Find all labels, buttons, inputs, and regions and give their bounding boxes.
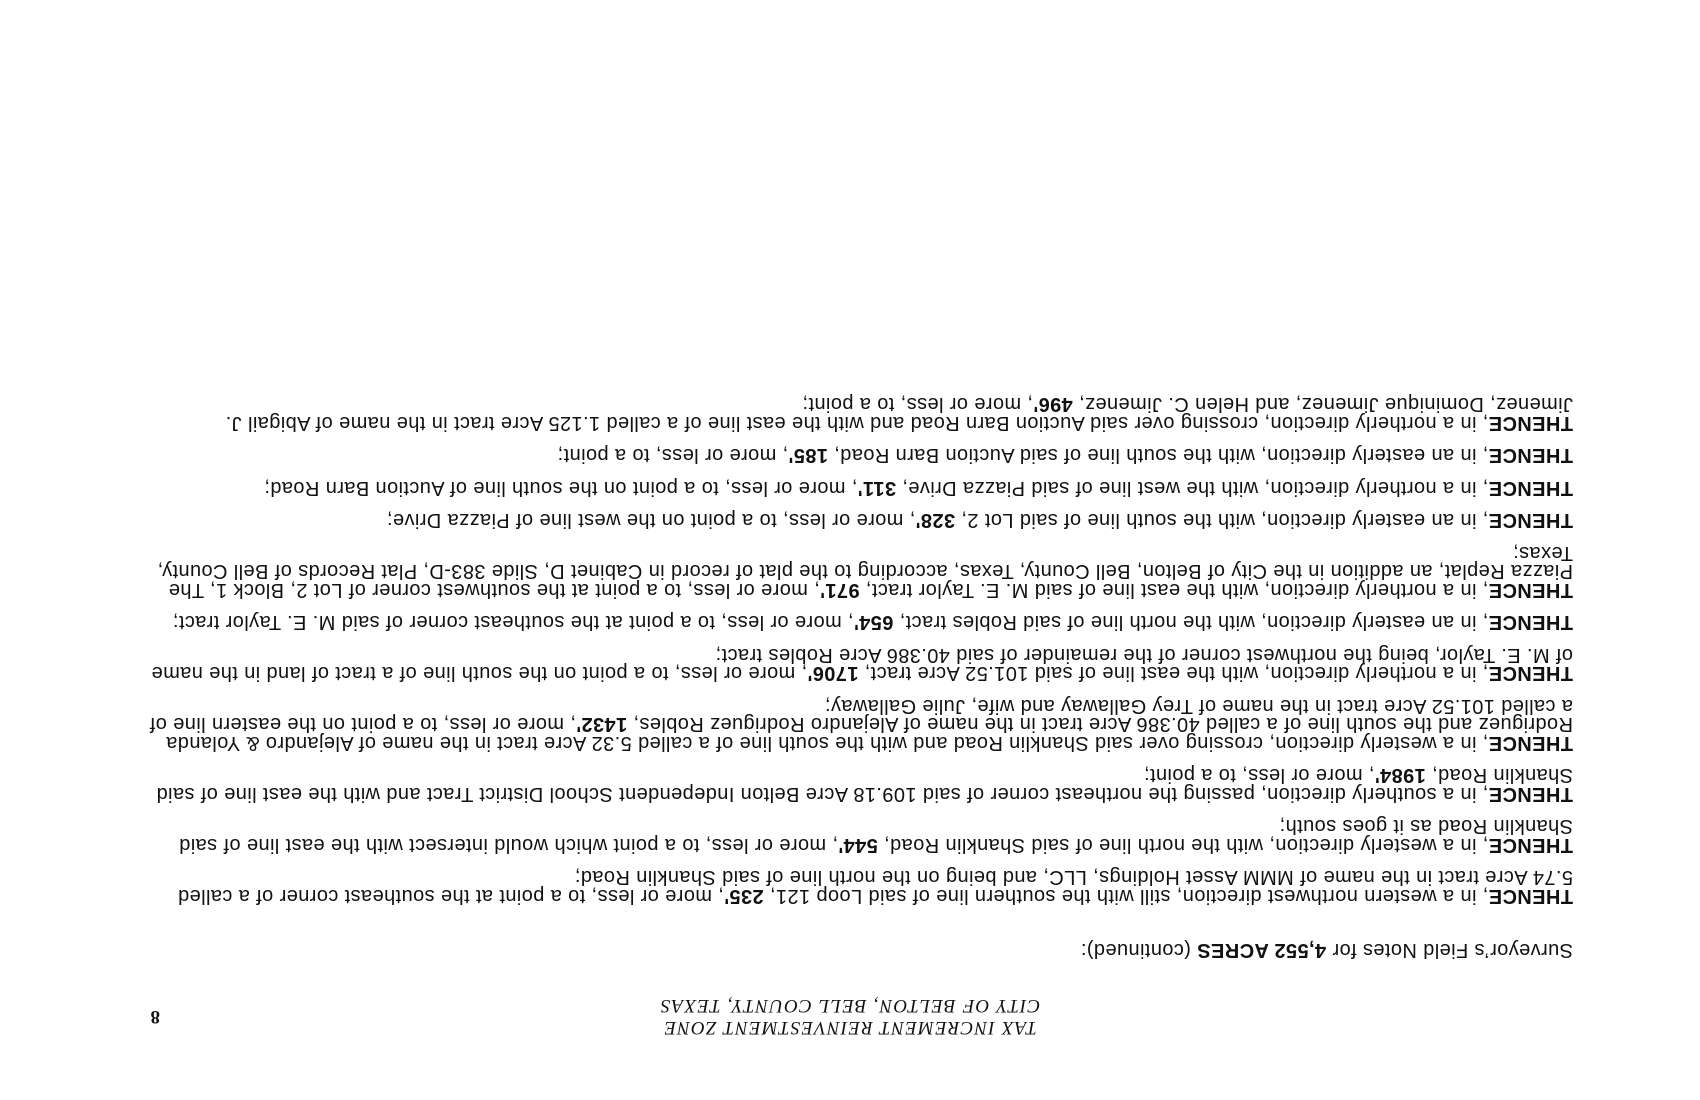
paragraph bbox=[141, 395, 1573, 432]
heading-acreage: 4,552 ACRES bbox=[1196, 939, 1327, 961]
header-subtitle: CITY OF BELTON, BELL COUNTY, TEXAS bbox=[659, 995, 1041, 1016]
paragraph-text: , more or less, to a point at the southwest corner of Lot 2, Block 1, The Piazza Replat, an addition in the City of Belton, Bell County, Texas, according to the plat of record in Cabinet D, Slide 383-D, Plat Records of Bell County, Texas; bbox=[157, 542, 1573, 601]
thence-keyword: THENCE bbox=[1488, 412, 1573, 434]
document-header bbox=[0, 994, 1700, 1038]
paragraph-text: , more or less, to a point at the southeast corner of a called 5.74 Acre tract in the name of MMM Asset Holdings, LLC, and being on the north line of said Shanklin Road; bbox=[177, 866, 1573, 907]
paragraph bbox=[141, 766, 1573, 803]
paragraph-text: , in a northerly direction, with the west line of said Piazza Drive, bbox=[896, 477, 1489, 499]
heading-suffix: (continued): bbox=[1080, 939, 1197, 961]
paragraph-text: , more or less, to a point on the south line of Auction Barn Road; bbox=[264, 477, 858, 499]
paragraph-text: , in an easterly direction, with the south line of said Auction Barn Road, bbox=[827, 444, 1489, 467]
paragraph-text: , in an easterly direction, with the north line of said Robles tract, bbox=[893, 611, 1489, 634]
paragraph bbox=[141, 479, 1573, 498]
page-number: 8 bbox=[150, 1006, 160, 1027]
field-notes-heading bbox=[1081, 937, 1573, 963]
distance-value: 1706' bbox=[807, 662, 859, 685]
paragraph-text: , more or less, to a point; bbox=[1143, 764, 1375, 787]
thence-keyword: THENCE bbox=[1488, 477, 1573, 499]
paragraph bbox=[141, 868, 1573, 905]
paragraph-text: , more or less, to a point which would intersect with the east line of said Shanklin Road as it goes south; bbox=[178, 815, 1573, 856]
paragraph-text: , in a northerly direction, crossing over said Auction Barn Road and with the east line of a called 1.125 Acre tract in the name of Abigail J. Jimenez, Dominique Jimenez, and Helen C. Jimenez, bbox=[225, 393, 1573, 434]
paragraph-text: , in an easterly direction, with the south line of said Lot 2, bbox=[955, 509, 1489, 532]
paragraph bbox=[141, 613, 1573, 632]
distance-value: 654' bbox=[853, 611, 894, 634]
paragraph-text: , more or less, to a point; bbox=[557, 444, 789, 467]
heading-prefix: Surveyor’s Field Notes for bbox=[1326, 939, 1573, 961]
distance-value: 328' bbox=[915, 509, 956, 532]
paragraph-text: , in a westerly direction, crossing over said Shanklin Road and with the south line of a called 5.32 Acre tract in the name of Alejandro & Yolanda Rodriguez and the south line of a called 40.386 Acre tract in the name of Alejandro Rodriguez Robles, bbox=[165, 713, 1573, 754]
paragraph bbox=[141, 697, 1573, 753]
thence-keyword: THENCE bbox=[1488, 662, 1573, 685]
paragraph bbox=[141, 511, 1573, 530]
thence-keyword: THENCE bbox=[1488, 579, 1573, 601]
distance-value: 311' bbox=[857, 477, 897, 499]
paragraph-text: , more or less, to a point on the eastern line of a called 101.52 Acre tract in the name of Trey Gallaway and wife, Julie Gallaway; bbox=[149, 695, 1573, 736]
distance-value: 235' bbox=[723, 885, 764, 907]
paragraph-text: , in a western northwest direction, still with the southern line of said Loop 121, bbox=[763, 885, 1489, 907]
paragraph bbox=[141, 544, 1573, 600]
paragraph bbox=[141, 446, 1573, 465]
paragraph-text: , more or less, to a point on the south line of a tract of land in the name of M. E. Taylor, being the northwest corner of the remainder of said 40.386 Acre Robles tract; bbox=[151, 644, 1573, 685]
field-notes-body bbox=[141, 381, 1573, 905]
paragraph-text: , more or less, to a point; bbox=[802, 393, 1034, 416]
thence-keyword: THENCE bbox=[1488, 732, 1573, 754]
thence-keyword: THENCE bbox=[1488, 444, 1573, 467]
distance-value: 971' bbox=[819, 579, 860, 601]
thence-keyword: THENCE bbox=[1488, 783, 1573, 805]
paragraph bbox=[141, 817, 1573, 854]
paragraph-text: , in a northerly direction, with the east line of said 101.52 Acre tract, bbox=[858, 662, 1489, 685]
distance-value: 496' bbox=[1033, 393, 1073, 416]
paragraph-text: , in a northerly direction, with the east line of said M. E. Taylor tract, bbox=[859, 579, 1489, 601]
thence-keyword: THENCE bbox=[1488, 509, 1573, 532]
paragraph-text: , in a southerly direction, passing the northeast corner of said 109.18 Acre Belton Independent School District Tract and with the east line of said Shanklin Road, bbox=[156, 764, 1573, 805]
distance-value: 1432' bbox=[575, 713, 628, 736]
thence-keyword: THENCE bbox=[1488, 611, 1573, 634]
header-title: TAX INCREMENT REINVESTMENT ZONE bbox=[663, 1017, 1037, 1038]
distance-value: 185' bbox=[788, 444, 828, 467]
distance-value: 1984' bbox=[1374, 764, 1426, 787]
paragraph-text: , in a westerly direction, with the north line of said Shanklin Road, bbox=[877, 834, 1489, 856]
paragraph bbox=[141, 646, 1573, 683]
thence-keyword: THENCE bbox=[1488, 885, 1573, 907]
paragraph-text: , more or less, to a point on the west line of Piazza Drive; bbox=[386, 509, 916, 532]
thence-keyword: THENCE bbox=[1488, 834, 1573, 856]
distance-value: 544' bbox=[838, 834, 878, 856]
paragraph-text: , more or less, to a point at the southeast corner of said M. E. Taylor tract; bbox=[172, 611, 854, 634]
